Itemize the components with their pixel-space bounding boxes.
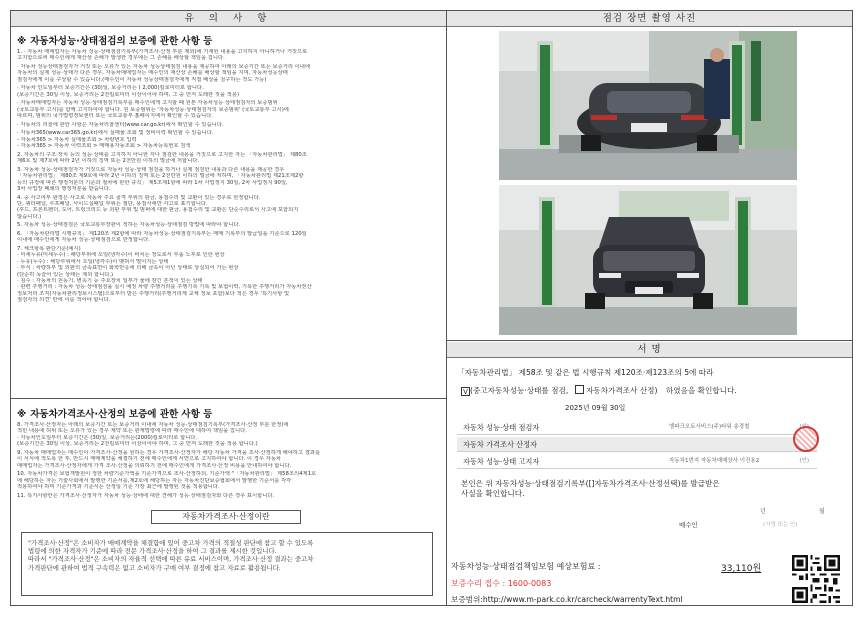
note-line: (보증기간은 30일 이상, 보증거리는 2천킬로미터 이상이어야 하며, 그 중 먼저 도래한 것을 적용) — [17, 91, 240, 98]
note-line: - 자동차365 > 자동차 실매물조회 > 차량번호 입력 — [17, 136, 137, 143]
notifier-row — [457, 454, 817, 469]
appraiser-label: 자동차 가격조사 산정자 — [463, 440, 538, 449]
price-check-label: 자동차가격조사 산정) — [586, 386, 658, 395]
note-line: · 누유(누수) : 해당부위에서 오일(냉각수)이 맺혀서 떨어지는 상태 — [17, 258, 169, 265]
performance-check-checkbox[interactable]: V — [461, 387, 470, 396]
note-line: 매매업자는 가격조사·산정자에게 가격 조사·산정을 의뢰하기 전에 매수인에게 가격조사·산정 비용을 안내하여야 합니다. — [17, 462, 292, 469]
note-line: · 자동차의 리콜에 관한 사항은 자동차리콜센터(www.car.go.kr)에서 확인할 수 있습니다. — [17, 121, 224, 128]
note-line: 등의 규정에 따른 행정처분의 기준과 절차에 관한 규칙」 제5조제1항에 따라 1차 사업정지 30일, 2차 사업정지 90일, — [17, 179, 288, 186]
notes-header: 유 의 사 항 — [11, 11, 446, 27]
note-line: 9. 자동차 매매업자는 매수인이 가격조사·산정을 원하는 경우 가격조사·산정자가 해당 자동차 가격을 조사·산정하게 해야하고 결과를 — [17, 449, 321, 456]
note-line: · 자동차 인도일부터 보증기간은 (30)일, 보증거리는 ( 2,000)킬로미터로 합니다. — [17, 85, 204, 92]
performance-check-label: (중고자동차성능·상태를 점검, — [470, 386, 569, 395]
info-line: 법령에 의한 자격자가 기준에 따라 전문 가격조사·산정을 하여 그 결과를 제시한 것입니다. — [28, 547, 277, 556]
insurance-amount: 33,110원 — [721, 564, 762, 574]
note-line: (국토교통부 고시)를 함께 고지하여야 합니다. 원 보증범위는 '자동차성능·상태점검자의 보증범위' (국토교통부 고시)에 — [17, 106, 289, 113]
law-statement: 「자동차관리법」 제58조 및 같은 법 시행규칙 제120조·제123조의 5에 따라 — [457, 368, 714, 377]
month-label: 월 — [819, 508, 825, 515]
note-line: 6. 「자동차관리법 시행규칙」 제120조 제2항에 따라 자동차성능·상태점검기록부는 매매 기록부의 발급일을 기준으로 120일 — [17, 231, 307, 238]
note-line: · 자동차 성능상태점검자가 거짓 또는 오류가 있는 자동차 성능상태점검 내용을 제공하여 아래의 보증기간 또는 보증거리 이내에 — [17, 64, 311, 70]
note-line: · 자동차매매업자는 자동차 성능·상태점검기록부를 매수인에게 고지할 때 원본 자동차성능·상태점검자의 보증범위 — [17, 100, 278, 107]
notifier-label: 자동차 성능·상태 고지자 — [463, 457, 540, 466]
photo-header: 점검 장면 촬영 사진 — [447, 11, 852, 27]
reference-mark: ※ — [17, 409, 27, 420]
note-line: · 미세누유(미세누수) : 해당부위에 오일(냉각수)이 비치는 정도로서 부품 노후로 인한 현상 — [17, 252, 225, 259]
price-section — [11, 400, 446, 607]
qr-code-icon[interactable] — [792, 555, 840, 603]
note-line: (단순히 녹슬어 있는 상태는 제외 합니다.) — [17, 271, 114, 278]
note-line: 따르며, 범위의 국가법령정보센터 또는 국토교통부 홈페이지에서 확인할 수 있습니다. — [17, 113, 213, 120]
issue-line-2: 사실을 확인합니다. — [461, 489, 525, 498]
note-line: 고지함으로써 매수인에게 재산상 손해가 발생한 경우에는 그 손해를 배상할 책임을 집니다. — [17, 55, 225, 62]
note-line: 8. 가격조사·산정자는 아래의 보증기간 또는 보증거리 이내에 자동차 성능·상태점검기록부(가격조사·산정 부분 한정)에 — [17, 422, 289, 428]
price-notes-list — [17, 422, 440, 499]
notifier-value: 자동차1번지 자동차매매상사 이진용2 — [669, 458, 760, 464]
note-line: 제6호 및 제7호에 따라 2년 이하의 징역 또는 2천만원 이하의 벌금에 처합니다. — [17, 158, 200, 165]
appraiser-row — [457, 437, 817, 452]
note-line: 10. 자동차가격은 보험개발원이 정한 차량기준가액을 기준가격으로 조사·산정하되, 기준가액 "「자동차관리법」 제58조의4제1호 — [17, 471, 317, 478]
front-inspection-photo — [499, 185, 797, 335]
note-line: 이 서식에 적도록 한 후, 반드시 매매계약을 체결하기 전에 매수인에게 서면으로 고지하여야 합니다. 이 경우 자동차 — [17, 456, 281, 463]
note-line: 않습니다.) — [17, 213, 42, 220]
buyer-sign-hint: (서명 또는 인) — [763, 522, 798, 528]
note-line: 점검자의 의견' 란에 이를 적어야 합니다. — [17, 297, 111, 304]
rear-inspection-photo-image — [499, 31, 797, 180]
inspector-label: 자동차 성능·상태 점검자 — [463, 423, 540, 432]
notes-section — [11, 11, 446, 399]
info-line: "가격조사·산정"은 소비자가 매매계약을 체결함에 있어 중고차 가격의 적절성 판단에 참고 할 수 있도록 — [28, 539, 314, 547]
note-line: 2. 자동차의 구조·장치 등의 성능·상태를 고지하지 아니한 자나 점검한 내용을 거짓으로 고지한 자는 「자동차관리법」 제80조 — [17, 151, 307, 158]
note-line: · 관련 주행거리 : 자동차 성능·상태점검을 실시 예정 차량 주행거리를 주행기록 기록 및 보험이력, 기록한 주행거리가 자동차전산 — [17, 284, 312, 291]
note-line: · 자동차인도일부터 보증기간은 (30)일, 보증거리는(2000)킬로미터로 합니다. — [17, 434, 198, 441]
inspector-row — [457, 420, 817, 435]
note-line: 단, 쿼터패널, 루프패널, 사이드실패널 부위는 절단, 용접시에만 사고로 표기합니다. — [17, 201, 208, 208]
note-line: 11. 특기사항란은 가격조사·산정자가 자동차 성능·상태에 대한 견해가 성능·상태점검자와 다른 경우 표시합니다. — [17, 492, 275, 499]
note-line: (후드, 프론트펜더, 도어, 트렁크리드 등 외판 부위 및 범퍼에 대한 판금, 용접수리 및 교환은 단순수리로서 사고에 포함되지 — [17, 207, 299, 214]
info-line: 가격판단에 관하여 법적 구속력은 없고 소비자가 구매 여부 결정에 참고 자료로 활용됩니다. — [28, 563, 281, 572]
photo-section — [447, 11, 852, 341]
section1-title — [17, 33, 446, 47]
price-check-checkbox[interactable] — [575, 385, 584, 394]
warranty-claim-line: 보증수리 접수 : 1600-0083 — [451, 579, 552, 588]
note-line: 자동차의 실제 성능·상태가 다른 경우, 자동차매매업자는 매수인의 재산상 손해를 배상할 책임을 지며, 자동차성능상태 — [17, 70, 288, 77]
sign-date: 2025년 09월 30일 — [565, 404, 626, 412]
reference-mark: ※ — [17, 36, 27, 47]
note-line: 이내에 매수인에게 자동차 성능·상태점검으로 한정합니다. — [17, 237, 150, 244]
note-line: 1. · 자동차 매매업자는 자동차 성능·상태점검기록부(가격조사·산정 부분 제외)에 기재된 내용을 고지하지 아니하거나 거짓으로 — [17, 49, 308, 55]
notifier-seal-mark: (인) — [799, 458, 809, 464]
section1-title-text: 자동차성능·상태점검의 보증에 관한 사항 등 — [30, 36, 213, 47]
signature-section — [447, 342, 852, 607]
section2-title — [17, 406, 446, 420]
right-column — [447, 11, 852, 605]
left-column — [11, 11, 447, 605]
note-line: · 부식 : 차량하부 및 외판의 금속표면이 화학반응에 의해 금속이 아닌 상태로 상실되어 가는 현상 — [17, 265, 239, 272]
info-line: 따라서 "가격조사·산정"은 소비자의 자율적 선택에 따른 유료 서비스이며, 가격조사·산정 결과는 중고차 — [28, 555, 314, 564]
inspector-value: 엠파크오토서비스(주)타워 송경철 — [669, 424, 750, 430]
issue-statement — [461, 479, 720, 499]
note-line: 에 해당하는 자는 기술사회에서 발행한 기준서를,제2호에 해당하는 자는 자동차진단보증협회에서 발행한 기준서를 각각 — [17, 477, 292, 484]
rear-inspection-photo — [499, 31, 797, 180]
note-line: 3차 사업장 폐쇄의 행정처분을 받습니다. — [17, 186, 111, 193]
note-line: · 자동차365(www.car365.go.kr)에서 실매물 조회 및 정비이력 확인할 수 있습니다. — [17, 130, 214, 137]
note-line: 「자동차관리법」 제80조 제9호에 따라 2년 이하의 징역 또는 2천만원 이하의 벌금에 처하며, 「자동차관리법 제21조제2항 — [17, 173, 304, 180]
info-box-title: 자동차가격조사·산정이란 — [151, 510, 301, 524]
note-line: 7. 체크항목 판단기준(예시) — [17, 246, 81, 253]
confirm-line — [461, 385, 737, 396]
warranty-scope-link[interactable]: 보증범위:http://www.m-park.co.kr/carcheck/warrentyText.html — [451, 595, 683, 604]
note-line: 적용하여야 하며 기준가격과 기준서는 산정일 기준 가장 최근에 발행된 것을 적용합니다. — [17, 484, 220, 491]
note-line: 점검자에게 이를 구상할 수 있습니다.(매수인이 자동차 성능상태점검자에게 직접 배상을 청구하는 것도 가능) — [17, 76, 267, 83]
red-seal-stamp — [793, 426, 819, 452]
confirm-label: 하였음을 확인합니다. — [665, 386, 737, 395]
note-line: 적힌 내용에 허위 또는 오류가 있는 경우 계약 또는 관계법령에 따라 매수인에 대하여 책임을 집니다. — [17, 428, 247, 435]
note-line: 5. 자동차 성능·상태점검은 국토교통부장관이 정하는 자동차성능·상태점검 방법에 따라야 합니다. — [17, 222, 241, 229]
note-line: · 침수 : 자동차의 원동기, 변속기 등 주요장치 일부가 물에 잠긴 흔적이 있는 상태 — [17, 278, 203, 285]
front-inspection-photo-image — [499, 185, 797, 335]
section2-title-text: 자동차가격조사·산정의 보증에 관한 사항 등 — [30, 409, 213, 420]
note-line: (보증기간은 30일 이상, 보증거리는 2천킬로미터 이상이어야 하며, 그 중 먼저 도래한 것을 적용 합니다.) — [17, 441, 258, 448]
info-box — [21, 532, 433, 596]
buyer-label: 매수인 — [679, 521, 698, 529]
issue-line-1: 본인은 위 자동차성능·상태점검기록부([]자동차가격조사·산정선택)를 발급받은 — [461, 479, 720, 488]
insurance-label: 자동차성능·상태점검책임보험 예상보험료 : — [451, 562, 601, 571]
note-line: 정보처리 조직(자동차관리정보시스템)으로부터 받은 주행거리(주행거리계 교체 정보 포함)보다 적은 경우 '특기사항 및 — [17, 290, 290, 297]
signature-header: 서 명 — [447, 342, 852, 358]
notes-list — [17, 49, 440, 304]
note-line: - 자동차365 > 자동차 이력조회 > 매매용자동조회 > 자동차등록번호 검색 — [17, 143, 191, 150]
year-label: 년 — [760, 508, 766, 515]
note-line: 3. 자동차 성능·상태점검자가 거짓으로 자동차 성능·상태 점검을 하거나 실제 점검한 내용과 다른 내용을 제공한 경우 — [17, 166, 285, 173]
note-line: 4. 중 사고여부 판정은 사고로 자동차 주요 골격 부위의 판금, 용접수리 및 교환이 있는 경우로 한정합니다. — [17, 194, 261, 201]
document-frame — [10, 10, 853, 606]
